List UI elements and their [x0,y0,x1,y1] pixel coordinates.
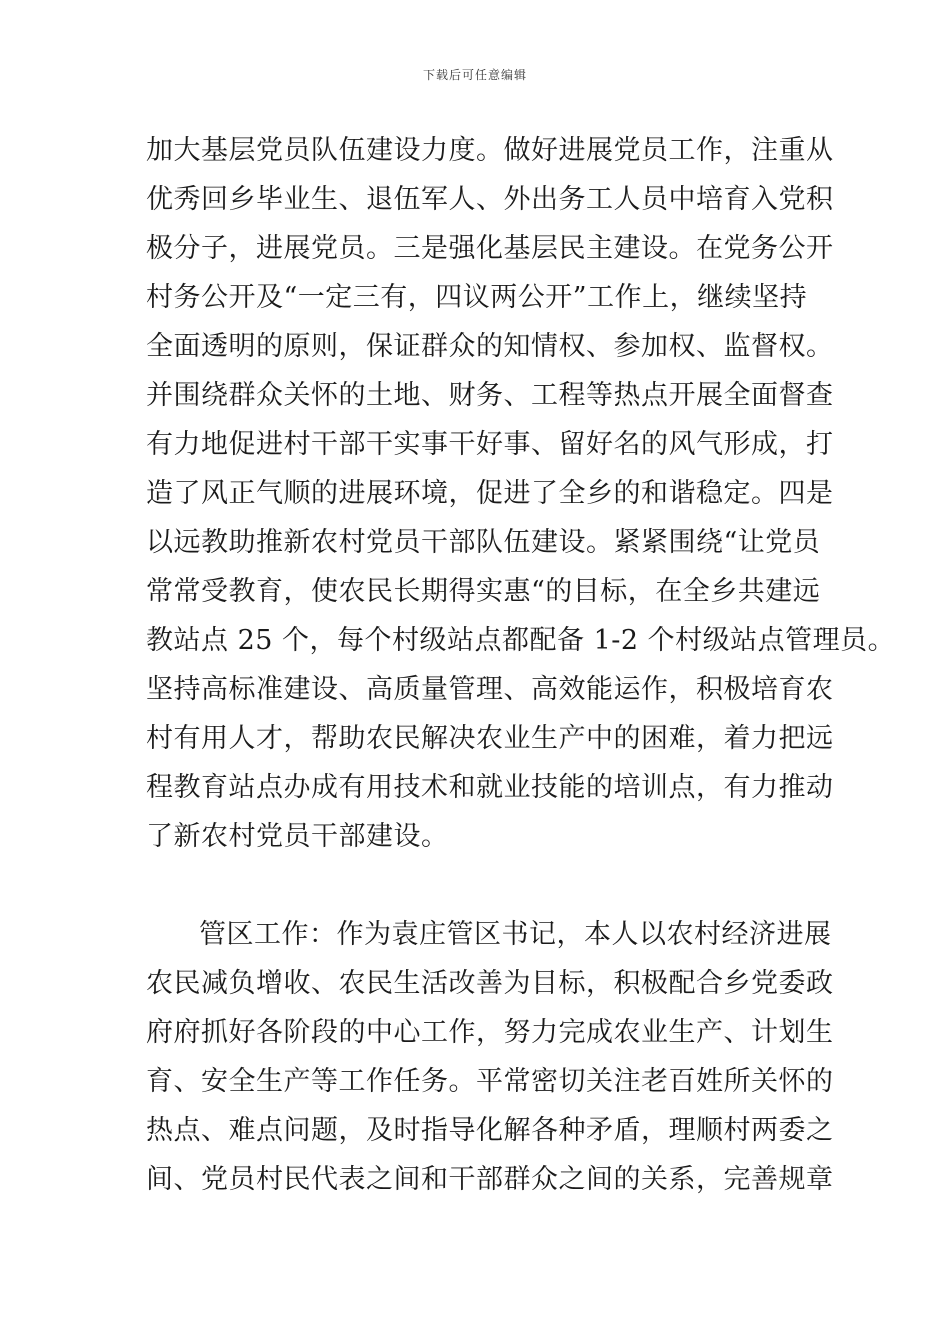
text-line: 热点、难点问题，及时指导化解各种矛盾，理顺村两委之 [146,1115,834,1146]
text-line: 育、安全生产等工作任务。平常密切关注老百姓所关怀的 [146,1066,834,1097]
text-line: 坚持高标准建设、高质量管理、高效能运作，积极培育农 [146,674,834,705]
text-line: 全面透明的原则，保证群众的知情权、参加权、监督权。 [146,331,834,362]
text-line: 村有用人才，帮助农民解决农业生产中的困难，着力把远 [146,723,834,754]
text-line: 程教育站点办成有用技术和就业技能的培训点，有力推动 [146,772,834,803]
text-line: 造了风正气顺的进展环境，促进了全乡的和谐稳定。四是 [146,478,834,509]
page-header: 下载后可任意编辑 [422,68,527,82]
text-line: 间、党员村民代表之间和干部群众之间的关系，完善规章 [146,1164,834,1195]
text-line: 优秀回乡毕业生、退伍军人、外出务工人员中培育入党积 [146,184,834,215]
text-line: 了新农村党员干部建设。 [146,821,449,852]
text-line: 极分子，进展党员。三是强化基层民主建设。在党务公开 [146,233,834,264]
text-line: 管区工作：作为袁庄管区书记，本人以农村经济进展 [199,919,832,950]
text-line: 并围绕群众关怀的土地、财务、工程等热点开展全面督查 [146,380,834,411]
text-line: 常常受教育，使农民长期得实惠“的目标，在全乡共建远 [146,576,821,607]
text-line: 有力地促进村干部干实事干好事、留好名的风气形成，打 [146,429,834,460]
text-line: 农民减负增收、农民生活改善为目标，积极配合乡党委政 [146,968,834,999]
text-line: 府府抓好各阶段的中心工作，努力完成农业生产、计划生 [146,1017,834,1048]
text-line: 加大基层党员队伍建设力度。做好进展党员工作，注重从 [146,135,834,166]
text-line: 以远教助推新农村党员干部队伍建设。紧紧围绕“让党员 [146,527,821,558]
text-line: 教站点 25 个，每个村级站点都配备 1-2 个村级站点管理员。 [146,625,896,656]
text-line: 村务公开及“一定三有，四议两公开”工作上，继续坚持 [146,282,808,313]
